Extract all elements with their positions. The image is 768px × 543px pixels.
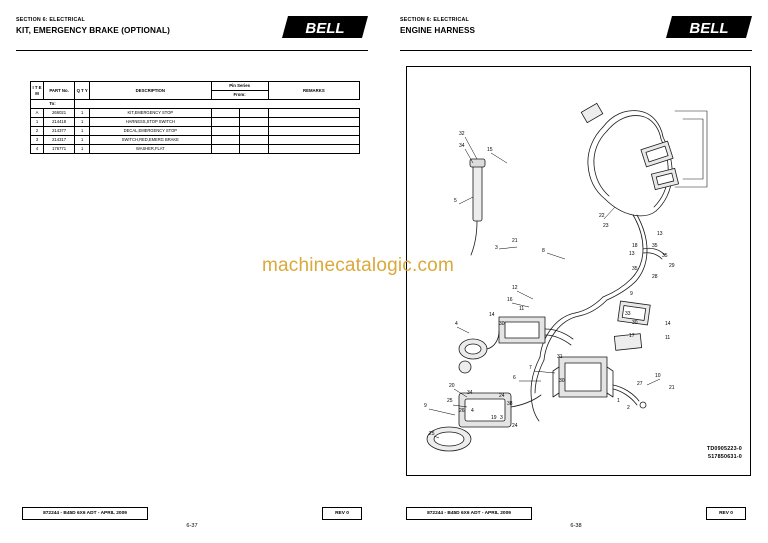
- svg-text:31: 31: [557, 354, 563, 360]
- col-header-qty: Q T Y: [75, 82, 90, 100]
- page-header-left: [16, 14, 368, 48]
- cell-remarks: [268, 127, 359, 136]
- cell-pin-from: [211, 118, 240, 127]
- footer-document-id: 872244 - B45D 6X6 ADT - APRIL 2009: [406, 507, 532, 520]
- cell-description: HARNESS,STOP SWITCH: [90, 118, 211, 127]
- page-title: KIT, EMERGENCY BRAKE (OPTIONAL): [16, 26, 170, 35]
- col-header-pin-to: To:: [31, 100, 75, 109]
- table-row: [31, 145, 360, 154]
- spacer-cell-a: [75, 100, 90, 109]
- table-row: [31, 118, 360, 127]
- svg-text:30: 30: [499, 321, 505, 327]
- svg-text:23: 23: [603, 223, 609, 229]
- svg-text:21: 21: [512, 238, 518, 244]
- header-text-left: [16, 14, 170, 37]
- svg-text:11: 11: [519, 306, 525, 312]
- watermark: machinecatalogic.com: [262, 255, 454, 276]
- spacer-cell-e: [268, 100, 359, 109]
- svg-text:34: 34: [459, 143, 465, 149]
- harness-illustration: [407, 67, 750, 475]
- svg-text:26: 26: [459, 408, 465, 414]
- svg-text:4: 4: [471, 408, 474, 414]
- col-header-description: DESCRIPTION: [90, 82, 211, 100]
- section-label: SECTION 6: ELECTRICAL: [16, 17, 85, 23]
- svg-text:32: 32: [459, 131, 465, 137]
- svg-text:17: 17: [629, 333, 635, 339]
- cell-pin-to: [240, 136, 269, 145]
- cell-part: 266021: [44, 109, 75, 118]
- col-header-pin-from: From:: [211, 91, 268, 100]
- svg-text:1: 1: [617, 398, 620, 404]
- doc-code-line-2: 517850631-0: [708, 453, 742, 460]
- cell-qty: 1: [75, 118, 90, 127]
- header-divider-left: [16, 50, 368, 51]
- cell-description: WASHER,FLAT: [90, 145, 211, 154]
- svg-text:12: 12: [512, 285, 518, 291]
- cell-pin-from: [211, 145, 240, 154]
- svg-text:25: 25: [429, 431, 435, 437]
- svg-text:11: 11: [665, 335, 671, 341]
- svg-text:25: 25: [447, 398, 453, 404]
- svg-text:5: 5: [454, 198, 457, 204]
- parts-table-head: [31, 82, 360, 109]
- footer-revision: REV 0: [706, 507, 746, 520]
- spacer-cell-b: [90, 100, 211, 109]
- svg-text:15: 15: [487, 147, 493, 153]
- cell-description: KIT,EMERGENCY STOP: [90, 109, 211, 118]
- cell-item: 3: [31, 136, 44, 145]
- diagram-document-code: [707, 446, 742, 461]
- svg-text:13: 13: [629, 251, 635, 257]
- col-header-item: I T E M: [31, 82, 44, 100]
- cell-pin-to: [240, 109, 269, 118]
- svg-text:16: 16: [507, 297, 513, 303]
- svg-text:BELL: BELL: [689, 20, 729, 37]
- diagram-canvas: [407, 67, 750, 475]
- cell-part: 176771: [44, 145, 75, 154]
- svg-text:14: 14: [489, 312, 495, 318]
- cell-item: A: [31, 109, 44, 118]
- footer-document-id: 872244 - B45D 6X6 ADT - APRIL 2009: [22, 507, 148, 520]
- svg-text:4: 4: [455, 321, 458, 327]
- svg-text:9: 9: [630, 291, 633, 297]
- page-footer-left: [16, 507, 368, 529]
- cell-remarks: [268, 145, 359, 154]
- svg-text:14: 14: [665, 321, 671, 327]
- col-header-part: PART No.: [44, 82, 75, 100]
- cell-qty: 1: [75, 136, 90, 145]
- svg-text:2: 2: [627, 405, 630, 411]
- footer-page-number: 6-38: [570, 523, 582, 529]
- page-footer-right: [400, 507, 752, 529]
- svg-text:35: 35: [652, 243, 658, 249]
- cell-pin-to: [240, 118, 269, 127]
- svg-text:24: 24: [512, 423, 518, 429]
- doc-code-line-1: TD0905223-0: [706, 446, 742, 452]
- svg-text:6: 6: [513, 375, 516, 381]
- svg-text:24: 24: [499, 393, 505, 399]
- spacer-cell-d: [240, 100, 269, 109]
- cell-pin-to: [240, 145, 269, 154]
- svg-text:BELL: BELL: [305, 20, 345, 37]
- footer-page-number: 6-37: [186, 523, 198, 529]
- col-header-pin-series: Pin Series: [211, 82, 268, 91]
- cell-description: DECAL,EMERGENCY STOP: [90, 127, 211, 136]
- svg-text:35: 35: [662, 253, 668, 259]
- svg-text:22: 22: [599, 213, 605, 219]
- svg-text:3: 3: [495, 245, 498, 251]
- header-divider-right: [400, 50, 752, 51]
- bell-logo: [282, 14, 368, 38]
- svg-text:9: 9: [424, 403, 427, 409]
- svg-text:10: 10: [655, 373, 661, 379]
- svg-text:29: 29: [669, 263, 675, 269]
- page-title: ENGINE HARNESS: [400, 26, 476, 35]
- svg-text:8: 8: [542, 248, 545, 254]
- svg-text:13: 13: [657, 231, 663, 237]
- table-row: [31, 127, 360, 136]
- spacer-cell-c: [211, 100, 240, 109]
- cell-pin-from: [211, 136, 240, 145]
- table-row: [31, 109, 360, 118]
- cell-part: 214418: [44, 118, 75, 127]
- svg-text:35: 35: [632, 266, 638, 272]
- cell-remarks: [268, 109, 359, 118]
- svg-text:19: 19: [491, 415, 497, 421]
- cell-pin-from: [211, 127, 240, 136]
- cell-item: 4: [31, 145, 44, 154]
- cell-pin-to: [240, 127, 269, 136]
- section-label: SECTION 6: ELECTRICAL: [400, 17, 469, 23]
- parts-table-body: [31, 109, 360, 154]
- cell-qty: 1: [75, 109, 90, 118]
- svg-text:30: 30: [559, 378, 565, 384]
- svg-text:28: 28: [652, 274, 658, 280]
- cell-remarks: [268, 136, 359, 145]
- cell-item: 2: [31, 127, 44, 136]
- page-header-right: [400, 14, 752, 48]
- svg-text:33: 33: [625, 311, 631, 317]
- cell-item: 1: [31, 118, 44, 127]
- engine-harness-diagram: [406, 66, 751, 476]
- svg-text:20: 20: [449, 383, 455, 389]
- cell-qty: 1: [75, 145, 90, 154]
- cell-pin-from: [211, 109, 240, 118]
- svg-text:38: 38: [507, 401, 513, 407]
- svg-text:30: 30: [632, 320, 638, 326]
- cell-part: 214377: [44, 127, 75, 136]
- svg-text:3: 3: [500, 415, 503, 421]
- svg-text:34: 34: [467, 390, 473, 396]
- callout-labels: [424, 131, 675, 437]
- header-text-right: [400, 14, 475, 37]
- bell-logo: [666, 14, 752, 38]
- svg-text:27: 27: [637, 381, 643, 387]
- footer-revision: REV 0: [322, 507, 362, 520]
- svg-text:7: 7: [529, 365, 532, 371]
- table-header-row: [31, 82, 360, 91]
- cell-remarks: [268, 118, 359, 127]
- svg-text:18: 18: [632, 243, 638, 249]
- table-subheader-row-2: [31, 100, 360, 109]
- parts-table: [30, 81, 360, 154]
- table-row: [31, 136, 360, 145]
- cell-description: SWITCH,RED,EMERG BRAKE: [90, 136, 211, 145]
- cell-qty: 1: [75, 127, 90, 136]
- col-header-remarks: REMARKS: [268, 82, 359, 100]
- cell-part: 214317: [44, 136, 75, 145]
- svg-text:21: 21: [669, 385, 675, 391]
